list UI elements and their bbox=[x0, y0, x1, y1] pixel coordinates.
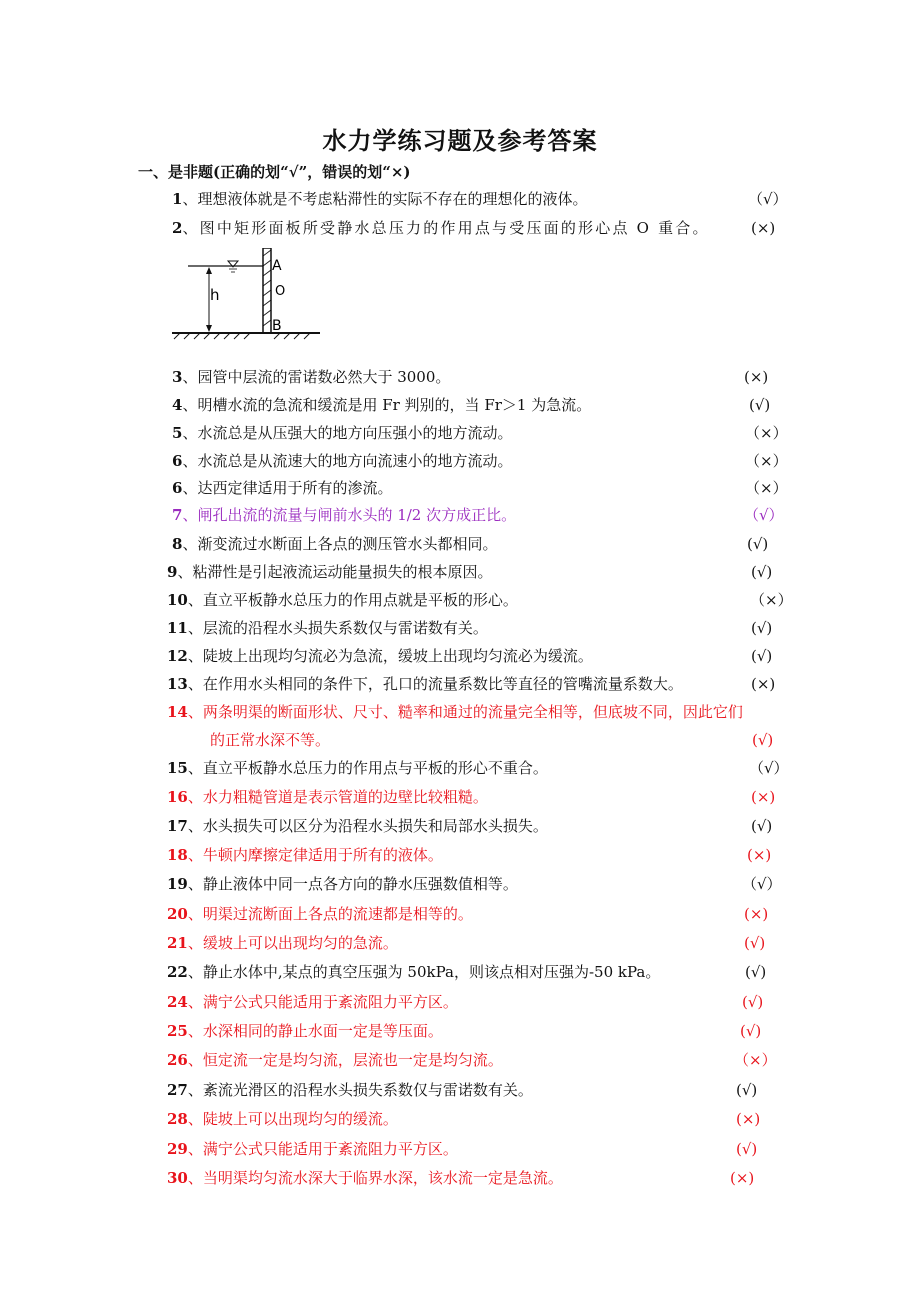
question-number: 25 bbox=[167, 1022, 188, 1040]
question-text: 、渐变流过水断面上各点的测压管水头都相同。 bbox=[182, 535, 498, 553]
question-number: 19 bbox=[167, 875, 188, 893]
question-number: 9 bbox=[167, 563, 178, 581]
question-text: 、层流的沿程水头损失系数仅与雷诺数有关。 bbox=[187, 619, 488, 637]
question-item bbox=[167, 561, 492, 583]
question-item bbox=[172, 422, 512, 444]
question-item bbox=[172, 217, 710, 239]
question-number: 1 bbox=[172, 190, 183, 208]
question-item bbox=[167, 1020, 443, 1042]
question-item bbox=[167, 786, 488, 808]
question-text: 、静止液体中同一点各方向的静水压强数值相等。 bbox=[187, 875, 518, 893]
answer-mark: (×) bbox=[751, 675, 776, 693]
question-number: 18 bbox=[167, 846, 188, 864]
question-number: 24 bbox=[167, 993, 188, 1011]
question-number: 29 bbox=[167, 1140, 188, 1158]
answer-mark: （×） bbox=[750, 591, 793, 609]
answer-mark: (√) bbox=[752, 731, 774, 749]
question-number: 2 bbox=[172, 219, 183, 237]
question-item bbox=[167, 815, 548, 837]
question-number: 28 bbox=[167, 1110, 188, 1128]
question-text: 、园管中层流的雷诺数必然大于 3000。 bbox=[182, 368, 451, 386]
answer-mark: (√) bbox=[742, 993, 764, 1011]
answer-mark: （×） bbox=[745, 452, 788, 470]
label-a: A bbox=[272, 258, 282, 274]
question-number: 7 bbox=[172, 506, 183, 524]
answer-mark: （×） bbox=[745, 479, 788, 497]
question-number: 14 bbox=[167, 703, 188, 721]
question-item bbox=[167, 645, 593, 667]
question-number: 17 bbox=[167, 817, 188, 835]
question-text: 、静止水体中,某点的真空压强为 50kPa，则该点相对压强为-50 kPa。 bbox=[187, 963, 661, 981]
answer-mark: (√) bbox=[736, 1140, 758, 1158]
question-item bbox=[172, 504, 516, 526]
label-b: B bbox=[272, 318, 282, 334]
question-text: 、两条明渠的断面形状、尺寸、糙率和通过的流量完全相等，但底坡不同，因此它们 bbox=[187, 703, 743, 721]
question-item bbox=[167, 1079, 533, 1101]
question-number: 30 bbox=[167, 1169, 188, 1187]
wall-hatch bbox=[263, 250, 271, 326]
question-text: 、粘滞性是引起液流运动能量损失的根本原因。 bbox=[177, 563, 493, 581]
question-item bbox=[167, 903, 473, 925]
question-text: 、水力粗糙管道是表示管道的边壁比较粗糙。 bbox=[187, 788, 488, 806]
question-item bbox=[172, 477, 392, 499]
question-text: 、紊流光滑区的沿程水头损失系数仅与雷诺数有关。 bbox=[187, 1081, 533, 1099]
question-text: 、闸孔出流的流量与闸前水头的 1/2 次方成正比。 bbox=[182, 506, 517, 524]
label-o: O bbox=[275, 284, 286, 299]
question-item bbox=[167, 589, 518, 611]
question-number: 6 bbox=[172, 452, 183, 470]
question-number: 8 bbox=[172, 535, 183, 553]
question-text: 、水头损失可以区分为沿程水头损失和局部水头损失。 bbox=[187, 817, 548, 835]
question-text: 、满宁公式只能适用于紊流阻力平方区。 bbox=[187, 1140, 458, 1158]
question-number: 6 bbox=[172, 479, 183, 497]
question-item bbox=[167, 1108, 398, 1130]
answer-mark: (×) bbox=[747, 846, 772, 864]
question-text: 、在作用水头相同的条件下，孔口的流量系数比等直径的管嘴流量系数大。 bbox=[187, 675, 683, 693]
question-item bbox=[167, 1049, 503, 1071]
question-text: 、水深相同的静止水面一定是等压面。 bbox=[187, 1022, 443, 1040]
question-item bbox=[167, 991, 458, 1013]
question-number: 20 bbox=[167, 905, 188, 923]
question-item bbox=[167, 1167, 563, 1189]
question-item bbox=[172, 533, 497, 555]
question-item bbox=[167, 932, 398, 954]
answer-mark: （×） bbox=[745, 424, 788, 442]
question-item bbox=[172, 394, 591, 416]
question-item bbox=[167, 701, 743, 723]
question-text: 、图中矩形面板所受静水总压力的作用点与受压面的形心点 O 重合。 bbox=[182, 219, 710, 237]
question-number: 13 bbox=[167, 675, 188, 693]
question-number: 12 bbox=[167, 647, 188, 665]
answer-mark: （√） bbox=[749, 759, 789, 777]
answer-mark: (×) bbox=[751, 219, 776, 237]
question-number: 27 bbox=[167, 1081, 188, 1099]
question-text: 、牛顿内摩擦定律适用于所有的液体。 bbox=[187, 846, 443, 864]
question-text-continued: 的正常水深不等。 bbox=[210, 731, 331, 749]
question-text: 、直立平板静水总压力的作用点与平板的形心不重合。 bbox=[187, 759, 548, 777]
page-title: 水力学练习题及参考答案 bbox=[322, 126, 598, 155]
question-number: 3 bbox=[172, 368, 183, 386]
answer-mark: (√) bbox=[751, 563, 773, 581]
question-number: 16 bbox=[167, 788, 188, 806]
question-item bbox=[172, 450, 512, 472]
answer-mark: (√) bbox=[751, 817, 773, 835]
answer-mark: (×) bbox=[736, 1110, 761, 1128]
answer-mark: (√) bbox=[740, 1022, 762, 1040]
answer-mark: (√) bbox=[736, 1081, 758, 1099]
answer-mark: (×) bbox=[744, 368, 769, 386]
answer-mark: (×) bbox=[751, 788, 776, 806]
answer-mark: (×) bbox=[730, 1169, 755, 1187]
question-text: 、缓坡上可以出现均匀的急流。 bbox=[187, 934, 398, 952]
question-item bbox=[167, 844, 443, 866]
answer-mark: (√) bbox=[744, 934, 766, 952]
question-number: 5 bbox=[172, 424, 183, 442]
question-item bbox=[172, 188, 587, 210]
question-number: 15 bbox=[167, 759, 188, 777]
answer-mark: (√) bbox=[747, 535, 769, 553]
answer-mark: (×) bbox=[744, 905, 769, 923]
answer-mark: (√) bbox=[751, 647, 773, 665]
question-number: 26 bbox=[167, 1051, 188, 1069]
question-text: 、陡坡上出现均匀流必为急流，缓坡上出现均匀流必为缓流。 bbox=[187, 647, 593, 665]
answer-mark: (√) bbox=[745, 963, 767, 981]
question-text: 、明槽水流的急流和缓流是用 Fr 判别的，当 Fr＞1 为急流。 bbox=[182, 396, 592, 414]
question-item bbox=[167, 1138, 458, 1160]
label-h: h bbox=[210, 286, 220, 304]
question-text: 、恒定流一定是均匀流，层流也一定是均匀流。 bbox=[187, 1051, 503, 1069]
answer-mark: (√) bbox=[751, 619, 773, 637]
question-text: 、陡坡上可以出现均匀的缓流。 bbox=[187, 1110, 398, 1128]
question-text: 、直立平板静水总压力的作用点就是平板的形心。 bbox=[187, 591, 518, 609]
question-item bbox=[172, 366, 450, 388]
pressure-plate-diagram bbox=[172, 248, 332, 344]
question-text: 、达西定律适用于所有的渗流。 bbox=[182, 479, 393, 497]
question-text: 、满宁公式只能适用于紊流阻力平方区。 bbox=[187, 993, 458, 1011]
answer-mark: （√） bbox=[748, 190, 788, 208]
question-item bbox=[167, 673, 683, 695]
question-text: 、明渠过流断面上各点的流速都是相等的。 bbox=[187, 905, 473, 923]
diagram-svg bbox=[172, 248, 332, 340]
question-number: 4 bbox=[172, 396, 183, 414]
question-number: 21 bbox=[167, 934, 188, 952]
answer-mark: （×） bbox=[734, 1051, 777, 1069]
section-heading: 一、是非题(正确的划“√”，错误的划“×) bbox=[138, 163, 411, 181]
answer-mark: （√） bbox=[742, 875, 782, 893]
question-text: 、水流总是从流速大的地方向流速小的地方流动。 bbox=[182, 452, 513, 470]
question-number: 10 bbox=[167, 591, 188, 609]
question-text: 、当明渠均匀流水深大于临界水深，该水流一定是急流。 bbox=[187, 1169, 563, 1187]
question-text: 、理想液体就是不考虑粘滞性的实际不存在的理想化的液体。 bbox=[182, 190, 588, 208]
answer-mark: （√） bbox=[744, 506, 784, 524]
question-number: 11 bbox=[167, 619, 188, 637]
question-item bbox=[167, 961, 660, 983]
question-text: 、水流总是从压强大的地方向压强小的地方流动。 bbox=[182, 424, 513, 442]
question-item bbox=[167, 617, 488, 639]
question-item bbox=[167, 873, 518, 895]
question-item bbox=[167, 757, 548, 779]
question-number: 22 bbox=[167, 963, 188, 981]
answer-mark: (√) bbox=[749, 396, 771, 414]
